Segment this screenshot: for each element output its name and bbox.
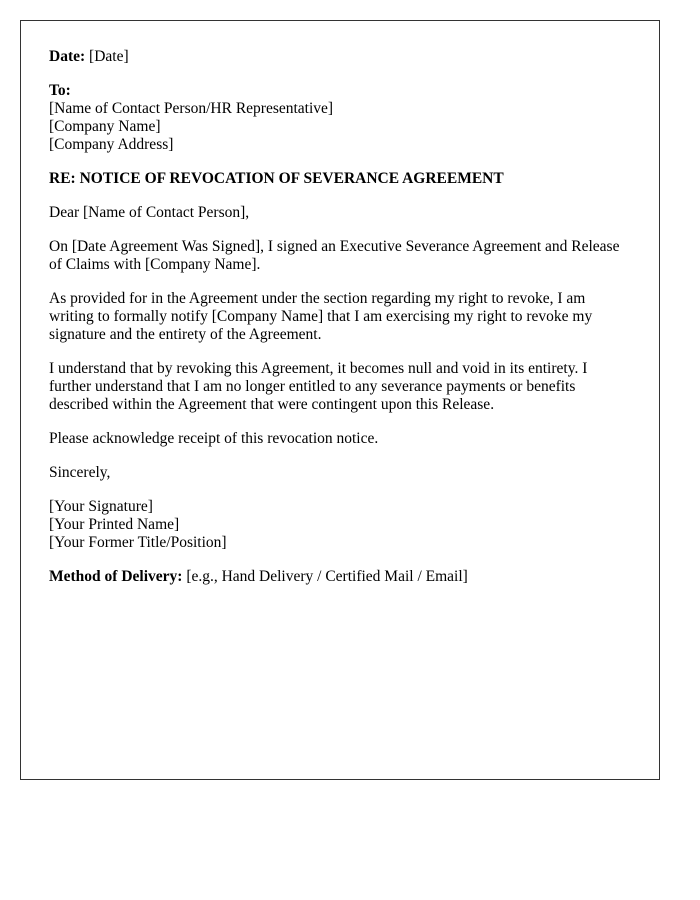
former-title-line: [Your Former Title/Position]: [49, 534, 227, 551]
recipient-company: [Company Name]: [49, 118, 161, 135]
delivery-method-value: [e.g., Hand Delivery / Certified Mail / Email]: [182, 568, 468, 585]
recipient-address: [Company Address]: [49, 136, 174, 153]
letter-page: [20, 20, 660, 780]
subject-line: RE: NOTICE OF REVOCATION OF SEVERANCE AGREEMENT: [49, 170, 504, 187]
letter-content: [49, 48, 629, 602]
signature-line: [Your Signature]: [49, 498, 153, 515]
date-label: Date:: [49, 48, 86, 65]
paragraph-acknowledge: Please acknowledge receipt of this revocation notice.: [49, 430, 379, 447]
recipient-block: [49, 82, 629, 154]
salutation: Dear [Name of Contact Person],: [49, 204, 250, 221]
printed-name-line: [Your Printed Name]: [49, 516, 180, 533]
delivery-method-label: Method of Delivery:: [49, 568, 183, 585]
date-value: [Date]: [85, 48, 129, 65]
signature-block: [49, 498, 629, 552]
paragraph-revocation-notice: As provided for in the Agreement under the section regarding my right to revoke, I am writing to formally notify [Company Name] that I am exercising my right to revoke my signature and the entirety of the Agreement.: [49, 290, 593, 343]
delivery-method-line: [49, 568, 629, 586]
recipient-label: To:: [49, 82, 71, 99]
closing: Sincerely,: [49, 464, 111, 481]
paragraph-agreement-signed: On [Date Agreement Was Signed], I signed an Executive Severance Agreement and Release of Claims with [Company Name].: [49, 238, 620, 273]
recipient-name: [Name of Contact Person/HR Representative]: [49, 100, 334, 117]
paragraph-null-and-void: I understand that by revoking this Agreement, it becomes null and void in its entirety. I further understand that I am no longer entitled to any severance payments or benefits described within the Agreement that were contingent upon this Release.: [49, 360, 588, 413]
date-line: [49, 48, 629, 66]
